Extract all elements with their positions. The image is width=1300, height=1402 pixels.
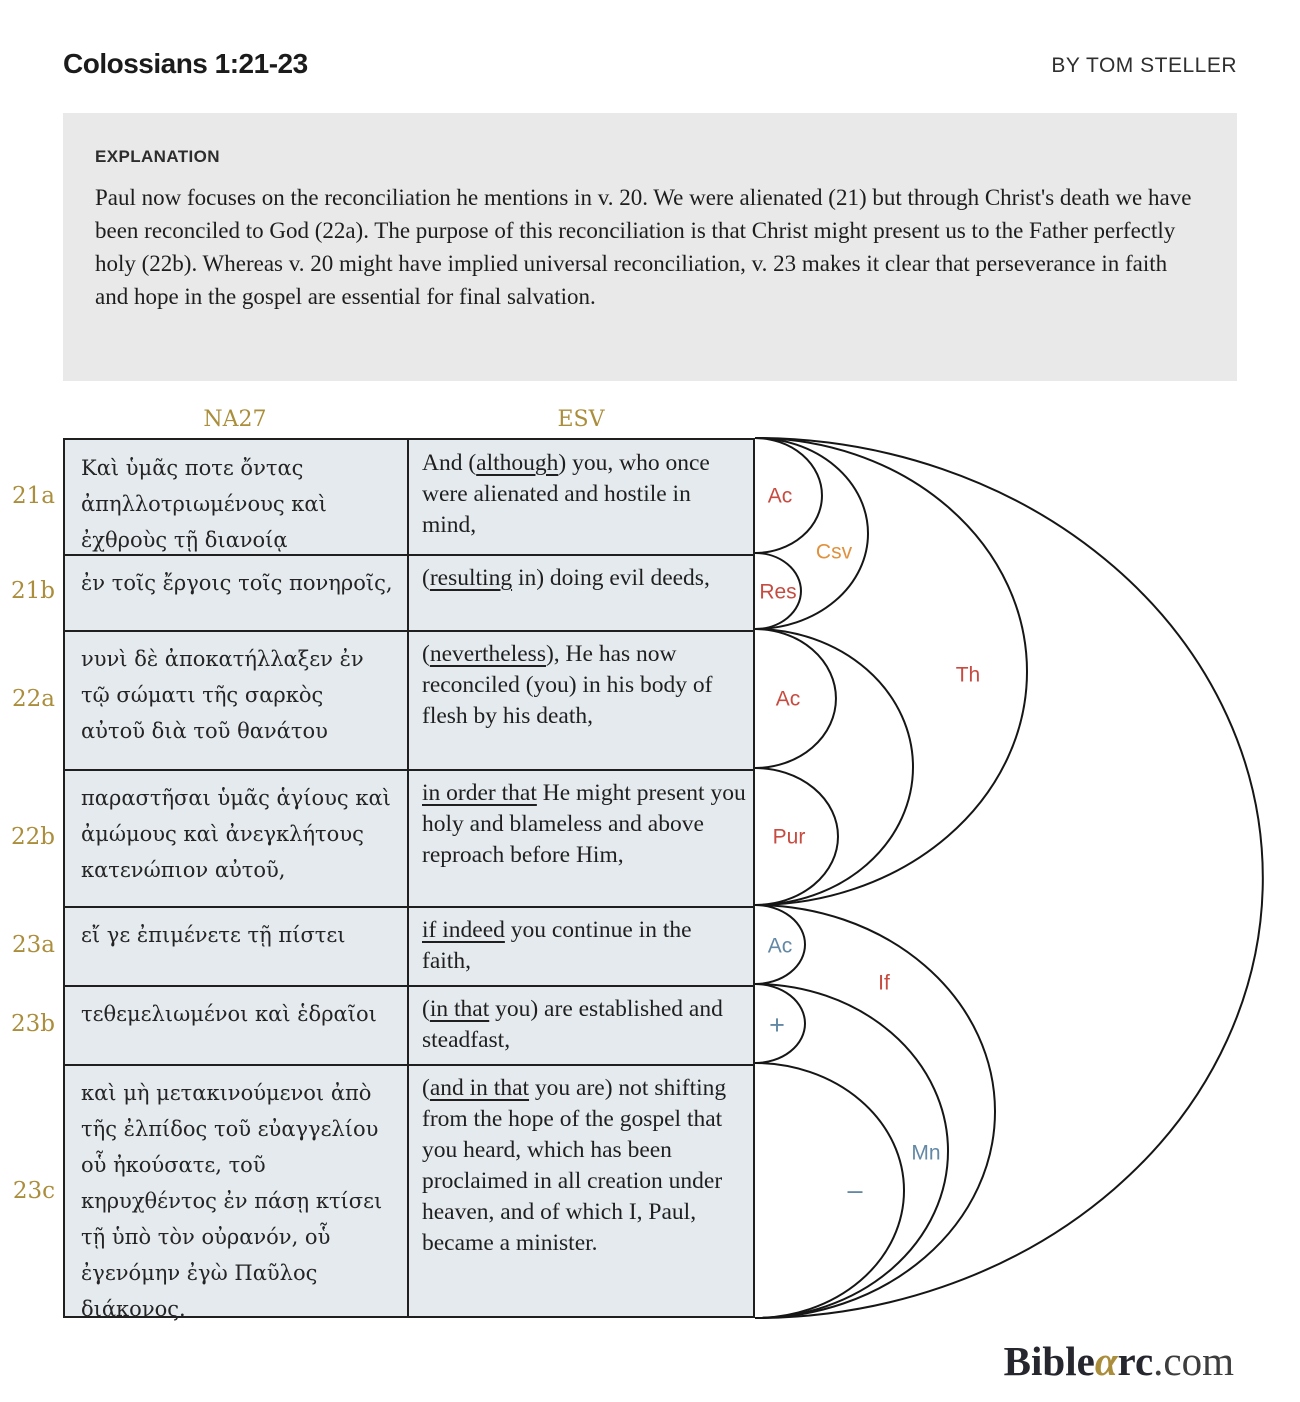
esv-connector-underline: if indeed [422,917,505,943]
esv-cell-23b [422,994,746,1063]
row-divider [65,1064,753,1066]
greek-cell-23b: τεθεμελιωμένοι καὶ ἑδραῖοι [81,1002,377,1026]
esv-cell-23c [422,1073,746,1318]
esv-connector-underline: in order that [422,780,537,806]
verse-label-23c: 23c [12,1177,55,1204]
passage-table [63,438,755,1321]
logo-text-rc: rc [1117,1338,1154,1384]
column-divider [407,440,409,1316]
verse-label-22a: 22a [12,685,55,712]
greek-cell-21b: ἐν τοῖς ἔργοις τοῖς πονηροῖς, [81,571,393,595]
verse-label-23b: 23b [11,1010,55,1037]
esv-text: in) doing evil deeds, [512,565,710,591]
verse-label-23a: 23a [12,931,55,958]
esv-text: He might present you holy and blameless and above reproach before Him, [422,780,746,868]
explanation-box [63,113,1237,381]
esv-cell-23a [422,915,746,984]
esv-text: And ( [422,450,477,476]
explanation-body: Paul now focuses on the reconciliation he mentions in v. 20. We were alienated (21) but through Christ's death we have been reconciled to God (22a). The purpose of this reconciliation is that Christ might present us to the Father perfectly holy (22b). Whereas v. 20 might have implied universal reconciliation, v. 23 makes it clear that perseverance in faith and hope in the gospel are essential for final salvation. [95,185,1192,309]
arc-23b-label: + [769,1010,785,1040]
column-header-na27: NA27 [203,407,267,432]
verse-label-21a: 21a [12,482,55,509]
biblearc-logo [1004,1337,1234,1385]
arc-23c [755,1063,904,1318]
esv-text: ( [422,565,430,591]
arc-21a-label: Ac [767,484,793,508]
arc-22a-label: Ac [775,687,801,711]
arc-23-label: If [878,971,890,995]
esv-cell-21b [422,563,746,629]
explanation-heading: EXPLANATION [95,147,220,166]
arc-diagram [755,438,1300,1318]
greek-cell-23a: εἴ γε ἐπιμένετε τῇ πίστει [81,923,346,947]
esv-connector-underline: nevertheless [429,641,546,667]
verse-label-22b: 22b [11,823,55,850]
arc-22ab [755,629,913,905]
arc-21b-label: Res [759,580,797,604]
row-divider [65,906,753,908]
arc-23c-label: – [847,1175,863,1205]
greek-cell-22a: νυνὶ δὲ ἀποκατήλλαξεν ἐν τῷ σώματι τῆς σαρκὸς αὐτοῦ διὰ τοῦ θανάτου [81,647,364,743]
arc-22b-label: Pur [772,825,806,849]
esv-connector-underline: although [476,450,559,476]
esv-connector-underline: and in that [429,1075,530,1101]
esv-text: ( [422,996,430,1022]
logo-text-com: .com [1153,1338,1234,1384]
row-divider [65,630,753,632]
arc-21-23 [755,438,1263,1318]
esv-text: ), He has now reconciled (you) in his body of flesh by his death, [422,641,713,729]
arc-23 [755,905,995,1318]
esv-cell-21a [422,448,746,553]
page-title: Colossians 1:21-23 [63,48,308,79]
esv-text: you continue in the faith, [422,917,692,974]
esv-text: you) are established and steadfast, [422,996,723,1053]
esv-cell-22a [422,639,746,768]
row-divider [65,985,753,987]
row-divider [65,769,753,771]
logo-alpha-glyph: α [1094,1338,1118,1384]
verse-label-21b: 21b [11,578,55,604]
byline: BY TOM STELLER [1051,54,1237,77]
column-header-esv: ESV [557,407,605,432]
esv-text: ) you, who once were alienated and hostile in mind, [422,450,710,538]
greek-cell-23c: καὶ μὴ μετακινούμενοι ἀπὸ τῆς ἐλπίδος τοῦ εὐαγγελίου οὗ ἠκούσατε, τοῦ κηρυχθέντος ἐν πάσῃ κτίσει τῇ ὑπὸ τὸν οὐρανόν, οὗ ἐγενόμην ἐγὼ Παῦλος διάκονος. [81,1081,383,1321]
arc-23a-label: Ac [767,934,793,958]
esv-connector-underline: in that [429,996,490,1022]
arc-21ab-label: Csv [815,540,853,564]
arc-21-22-label: Th [955,663,981,687]
esv-cell-22b [422,778,746,905]
row-divider [65,554,753,556]
esv-text: ( [422,1075,430,1101]
esv-text: ( [422,641,430,667]
greek-cell-22b: παραστῆσαι ὑμᾶς ἁγίους καὶ ἀμώμους καὶ ἀνεγκλήτους κατενώπιον αὐτοῦ, [81,786,391,882]
esv-connector-underline: resulting [429,565,513,591]
greek-cell-21a: Καὶ ὑμᾶς ποτε ὄντας ἀπηλλοτριωμένους καὶ ἐχθροὺς τῇ διανοίᾳ [81,456,327,552]
arc-23bc-label: Mn [911,1141,941,1165]
esv-text: you are) not shifting from the hope of the gospel that you heard, which has been proclaimed in all creation under heaven, and of which I, Paul, became a minister. [422,1075,727,1256]
logo-text-bible: Bible [1003,1338,1095,1384]
